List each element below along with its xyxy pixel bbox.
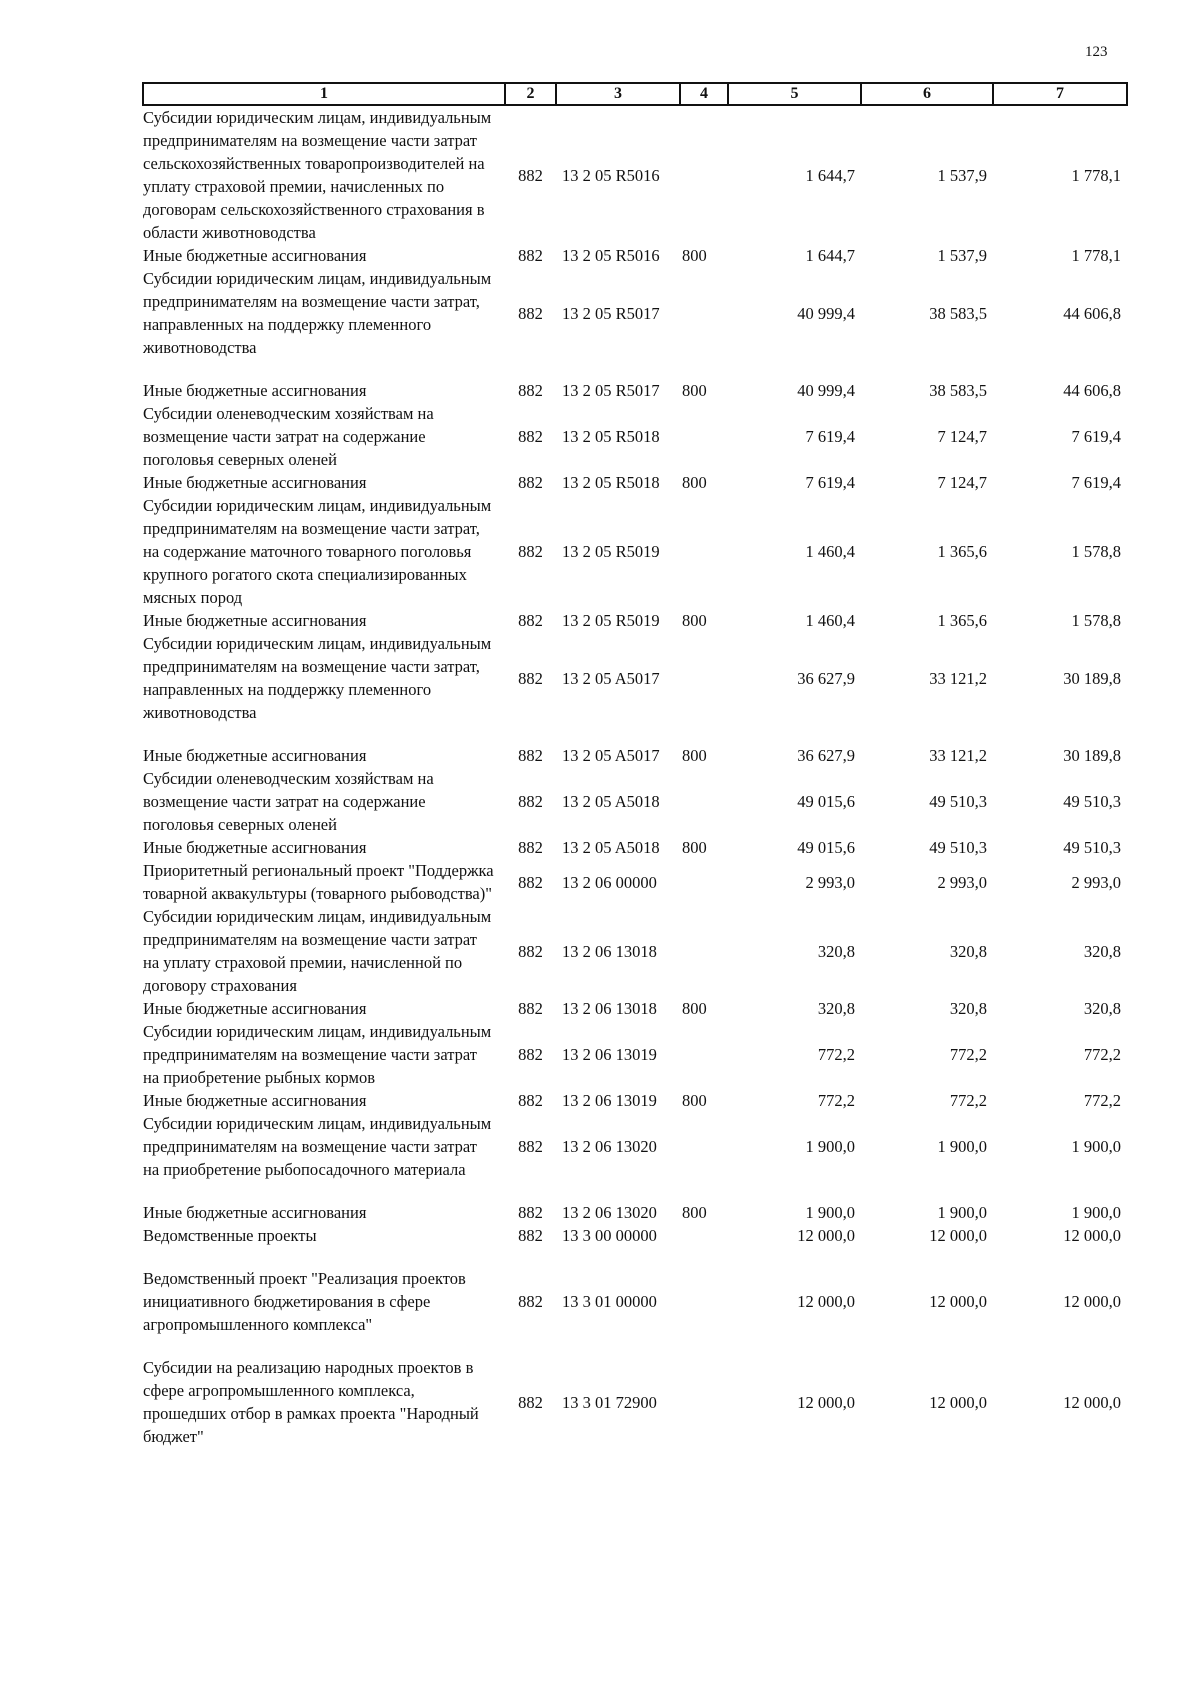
table-row xyxy=(143,267,1127,379)
header-col-4: 4 xyxy=(680,83,728,105)
row-amount-col5: 320,8 xyxy=(817,999,855,1018)
header-col-6: 6 xyxy=(861,83,993,105)
row-target-article: 13 2 05 R5019 xyxy=(562,611,660,630)
row-amount-col5: 1 900,0 xyxy=(805,1137,855,1156)
table-row xyxy=(143,1089,1127,1112)
table-row xyxy=(143,244,1127,267)
row-expense-type xyxy=(680,402,728,471)
row-target-article: 13 2 06 13018 xyxy=(562,999,657,1018)
row-amount-col7: 12 000,0 xyxy=(1063,1392,1121,1412)
row-amount-col5: 1 900,0 xyxy=(805,1203,855,1222)
row-grbs-code: 882 xyxy=(518,246,543,265)
row-amount-col5: 40 999,4 xyxy=(797,303,855,323)
row-amount-col6: 772,2 xyxy=(949,1045,987,1064)
row-target-article: 13 2 06 13020 xyxy=(562,1203,657,1222)
row-grbs-code: 882 xyxy=(518,1045,543,1064)
row-amount-col7: 1 900,0 xyxy=(1071,1137,1121,1156)
row-amount-col6: 1 900,0 xyxy=(937,1203,987,1222)
row-grbs-code: 882 xyxy=(518,999,543,1018)
row-target-article: 13 3 00 00000 xyxy=(562,1226,657,1245)
row-expense-type: 800 xyxy=(682,611,707,630)
row-expense-type xyxy=(680,767,728,836)
row-amount-col6: 12 000,0 xyxy=(929,1292,987,1311)
row-name: Иные бюджетные ассигнования xyxy=(143,1203,367,1222)
row-target-article: 13 2 06 13020 xyxy=(562,1137,657,1156)
row-amount-col7: 772,2 xyxy=(1083,1091,1121,1110)
row-target-article: 13 2 05 R5016 xyxy=(562,246,660,265)
row-name: Субсидии оленеводческим хозяйствам на возмещение части затрат на содержание поголовья северных оленей xyxy=(143,769,434,834)
row-amount-col7: 49 510,3 xyxy=(1063,792,1121,811)
table-body xyxy=(143,105,1127,1448)
row-name: Ведомственный проект "Реализация проектов инициативного бюджетирования в сфере агропромышленного комплекса" xyxy=(143,1269,466,1334)
row-amount-col5: 7 619,4 xyxy=(805,473,855,492)
table-row xyxy=(143,836,1127,859)
row-name: Субсидии юридическим лицам, индивидуальным предпринимателям на возмещение части затрат на приобретение рыбопосадочного материала xyxy=(143,1114,492,1179)
table-header xyxy=(143,83,1127,105)
table-row xyxy=(143,744,1127,767)
table-row xyxy=(143,1020,1127,1089)
row-amount-col6: 320,8 xyxy=(949,999,987,1018)
row-name: Иные бюджетные ассигнования xyxy=(143,1091,367,1110)
row-amount-col6: 1 900,0 xyxy=(937,1137,987,1156)
row-amount-col5: 772,2 xyxy=(817,1091,855,1110)
row-grbs-code: 882 xyxy=(518,473,543,492)
row-grbs-code: 882 xyxy=(518,838,543,857)
row-expense-type xyxy=(680,494,728,609)
row-amount-col7: 7 619,4 xyxy=(1071,473,1121,492)
row-amount-col7: 772,2 xyxy=(1083,1045,1121,1064)
row-amount-col7: 7 619,4 xyxy=(1071,427,1121,446)
row-expense-type: 800 xyxy=(682,746,707,765)
row-grbs-code: 882 xyxy=(518,427,543,446)
row-amount-col6: 12 000,0 xyxy=(929,1226,987,1245)
row-grbs-code: 882 xyxy=(518,1091,543,1110)
row-expense-type xyxy=(680,1356,728,1448)
row-amount-col5: 36 627,9 xyxy=(797,746,855,765)
header-col-1: 1 xyxy=(143,83,505,105)
row-name: Субсидии юридическим лицам, индивидуальным предпринимателям на возмещение части затрат сельскохозяйственных товаропроизводителей на уплату страховой премии, начисленных по договорам сельскохозяйственного страхования в области животноводства xyxy=(143,108,492,242)
row-amount-col7: 2 993,0 xyxy=(1071,872,1121,892)
row-amount-col7: 1 578,8 xyxy=(1071,542,1121,561)
row-name: Субсидии юридическим лицам, индивидуальным предпринимателям на возмещение части затрат, направленных на поддержку племенного животноводства xyxy=(143,634,492,722)
row-target-article: 13 2 06 13019 xyxy=(562,1045,657,1064)
row-grbs-code: 882 xyxy=(518,611,543,630)
row-expense-type xyxy=(680,859,728,905)
row-name: Иные бюджетные ассигнования xyxy=(143,381,367,400)
table-row xyxy=(143,402,1127,471)
row-amount-col6: 7 124,7 xyxy=(937,473,987,492)
row-grbs-code: 882 xyxy=(518,1203,543,1222)
row-grbs-code: 882 xyxy=(518,1292,543,1311)
table-row xyxy=(143,1224,1127,1267)
row-expense-type xyxy=(680,905,728,997)
row-expense-type xyxy=(680,267,728,379)
row-name: Иные бюджетные ассигнования xyxy=(143,246,367,265)
table-row xyxy=(143,767,1127,836)
row-amount-col5: 2 993,0 xyxy=(805,872,855,892)
row-name: Ведомственные проекты xyxy=(143,1226,317,1245)
row-grbs-code: 882 xyxy=(518,1137,543,1156)
row-expense-type: 800 xyxy=(682,999,707,1018)
row-amount-col5: 12 000,0 xyxy=(797,1226,855,1245)
row-name: Субсидии оленеводческим хозяйствам на возмещение части затрат на содержание поголовья северных оленей xyxy=(143,404,434,469)
row-amount-col5: 772,2 xyxy=(817,1045,855,1064)
row-amount-col5: 12 000,0 xyxy=(797,1292,855,1311)
row-amount-col7: 12 000,0 xyxy=(1063,1292,1121,1311)
row-amount-col5: 7 619,4 xyxy=(805,427,855,446)
table-row xyxy=(143,379,1127,402)
row-target-article: 13 2 05 A5017 xyxy=(562,746,660,765)
row-amount-col5: 320,8 xyxy=(817,941,855,961)
table-row xyxy=(143,105,1127,244)
row-amount-col5: 12 000,0 xyxy=(797,1392,855,1412)
header-col-5: 5 xyxy=(728,83,861,105)
row-name: Субсидии на реализацию народных проектов в сфере агропромышленного комплекса, прошедших отбор в рамках проекта "Народный бюджет" xyxy=(143,1358,479,1446)
row-target-article: 13 2 05 R5018 xyxy=(562,473,660,492)
table-row xyxy=(143,1112,1127,1201)
row-expense-type xyxy=(680,1224,728,1267)
row-amount-col6: 49 510,3 xyxy=(929,838,987,857)
header-col-7: 7 xyxy=(993,83,1127,105)
page-number: 123 xyxy=(1085,44,1108,60)
row-target-article: 13 2 05 R5018 xyxy=(562,427,660,446)
row-name: Субсидии юридическим лицам, индивидуальным предпринимателям на возмещение части затрат на уплату страховой премии, начисленной по договору страхования xyxy=(143,907,492,995)
row-name: Иные бюджетные ассигнования xyxy=(143,473,367,492)
row-target-article: 13 2 05 R5017 xyxy=(562,303,660,323)
row-amount-col6: 2 993,0 xyxy=(937,872,987,892)
table-row xyxy=(143,905,1127,997)
row-target-article: 13 2 05 A5018 xyxy=(562,838,660,857)
row-name: Субсидии юридическим лицам, индивидуальным предпринимателям на возмещение части затрат на приобретение рыбных кормов xyxy=(143,1022,492,1087)
row-grbs-code: 882 xyxy=(518,941,543,961)
row-expense-type: 800 xyxy=(682,838,707,857)
row-amount-col7: 30 189,8 xyxy=(1063,668,1121,688)
row-amount-col7: 44 606,8 xyxy=(1063,303,1121,323)
row-target-article: 13 2 06 13019 xyxy=(562,1091,657,1110)
header-col-2: 2 xyxy=(505,83,556,105)
row-expense-type xyxy=(680,105,728,244)
row-grbs-code: 882 xyxy=(518,1226,543,1245)
row-amount-col7: 1 778,1 xyxy=(1071,165,1121,185)
row-expense-type: 800 xyxy=(682,246,707,265)
row-amount-col5: 1 460,4 xyxy=(805,611,855,630)
row-amount-col7: 320,8 xyxy=(1083,941,1121,961)
row-amount-col6: 772,2 xyxy=(949,1091,987,1110)
row-grbs-code: 882 xyxy=(518,792,543,811)
row-amount-col5: 1 644,7 xyxy=(805,165,855,185)
row-grbs-code: 882 xyxy=(518,1392,543,1412)
table-row xyxy=(143,494,1127,609)
row-amount-col6: 33 121,2 xyxy=(929,746,987,765)
row-grbs-code: 882 xyxy=(518,542,543,561)
row-target-article: 13 2 06 13018 xyxy=(562,941,657,961)
row-amount-col7: 1 778,1 xyxy=(1071,246,1121,265)
row-name: Иные бюджетные ассигнования xyxy=(143,746,367,765)
row-name: Иные бюджетные ассигнования xyxy=(143,838,367,857)
row-amount-col5: 49 015,6 xyxy=(797,838,855,857)
row-name: Субсидии юридическим лицам, индивидуальным предпринимателям на возмещение части затрат, направленных на поддержку племенного животноводства xyxy=(143,269,492,357)
row-expense-type: 800 xyxy=(682,1091,707,1110)
row-expense-type xyxy=(680,632,728,744)
row-target-article: 13 2 06 00000 xyxy=(562,872,657,892)
row-amount-col6: 1 365,6 xyxy=(937,611,987,630)
row-amount-col6: 38 583,5 xyxy=(929,303,987,323)
row-grbs-code: 882 xyxy=(518,746,543,765)
row-amount-col6: 1 537,9 xyxy=(937,165,987,185)
table-row xyxy=(143,997,1127,1020)
row-amount-col5: 1 460,4 xyxy=(805,542,855,561)
table-row xyxy=(143,471,1127,494)
row-amount-col5: 36 627,9 xyxy=(797,668,855,688)
table-row xyxy=(143,609,1127,632)
row-amount-col7: 12 000,0 xyxy=(1063,1226,1121,1245)
row-name: Приоритетный региональный проект "Поддержка товарной аквакультуры (товарного рыбоводства)" xyxy=(143,861,494,903)
table-row xyxy=(143,1201,1127,1224)
row-amount-col6: 1 537,9 xyxy=(937,246,987,265)
row-amount-col7: 49 510,3 xyxy=(1063,838,1121,857)
header-row xyxy=(143,83,1127,105)
row-target-article: 13 3 01 00000 xyxy=(562,1292,657,1311)
row-grbs-code: 882 xyxy=(518,668,543,688)
table-row xyxy=(143,1267,1127,1356)
row-target-article: 13 2 05 R5016 xyxy=(562,165,660,185)
row-target-article: 13 2 05 R5019 xyxy=(562,542,660,561)
row-name: Субсидии юридическим лицам, индивидуальным предпринимателям на возмещение части затрат, на содержание маточного товарного поголовья крупного рогатого скота специализированных мясных пород xyxy=(143,496,492,607)
row-amount-col5: 49 015,6 xyxy=(797,792,855,811)
row-name: Иные бюджетные ассигнования xyxy=(143,999,367,1018)
row-amount-col7: 30 189,8 xyxy=(1063,746,1121,765)
row-amount-col6: 7 124,7 xyxy=(937,427,987,446)
row-expense-type xyxy=(680,1020,728,1089)
row-name: Иные бюджетные ассигнования xyxy=(143,611,367,630)
row-amount-col6: 12 000,0 xyxy=(929,1392,987,1412)
row-expense-type: 800 xyxy=(682,381,707,400)
row-target-article: 13 2 05 R5017 xyxy=(562,381,660,400)
row-amount-col7: 320,8 xyxy=(1083,999,1121,1018)
row-amount-col5: 40 999,4 xyxy=(797,381,855,400)
row-grbs-code: 882 xyxy=(518,872,543,892)
row-grbs-code: 882 xyxy=(518,381,543,400)
row-amount-col7: 1 900,0 xyxy=(1071,1203,1121,1222)
table-row xyxy=(143,1356,1127,1448)
row-amount-col6: 33 121,2 xyxy=(929,668,987,688)
row-amount-col7: 1 578,8 xyxy=(1071,611,1121,630)
row-expense-type: 800 xyxy=(682,473,707,492)
row-grbs-code: 882 xyxy=(518,303,543,323)
row-amount-col5: 1 644,7 xyxy=(805,246,855,265)
row-target-article: 13 2 05 A5017 xyxy=(562,668,660,688)
row-amount-col6: 1 365,6 xyxy=(937,542,987,561)
table-row xyxy=(143,859,1127,905)
row-expense-type: 800 xyxy=(682,1203,707,1222)
row-amount-col7: 44 606,8 xyxy=(1063,381,1121,400)
row-target-article: 13 3 01 72900 xyxy=(562,1392,657,1412)
header-col-3: 3 xyxy=(556,83,680,105)
row-expense-type xyxy=(680,1267,728,1356)
row-amount-col6: 320,8 xyxy=(949,941,987,961)
table-row xyxy=(143,632,1127,744)
row-target-article: 13 2 05 A5018 xyxy=(562,792,660,811)
row-amount-col6: 49 510,3 xyxy=(929,792,987,811)
row-grbs-code: 882 xyxy=(518,165,543,185)
budget-table xyxy=(142,82,1128,1448)
row-amount-col6: 38 583,5 xyxy=(929,381,987,400)
row-expense-type xyxy=(680,1112,728,1201)
